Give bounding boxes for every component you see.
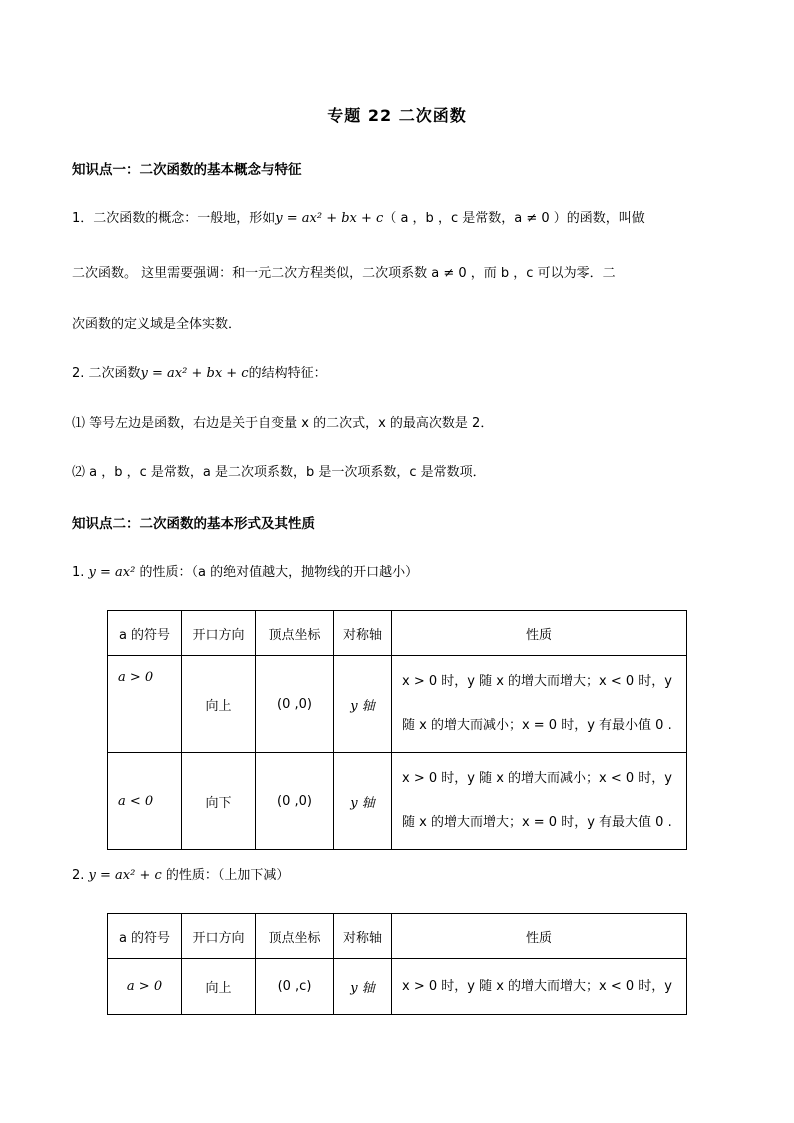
- quadratic-formula-2: y = ax² + bx + c: [140, 366, 249, 381]
- definition-line2: 二次函数。 这里需要强调：和一元二次方程类似，二次项系数 a ≠ 0 ，而 b ，c 可以为零．二: [72, 266, 616, 281]
- form1-line: [72, 561, 418, 580]
- vertex-cell: (0 ,0): [256, 753, 334, 850]
- structure-line: [72, 362, 327, 381]
- property-line: x > 0 时，y 随 x 的增大而减小；x < 0 时，y: [402, 771, 672, 786]
- form2-formula: y = ax² + c: [88, 868, 162, 883]
- form1-number: 1.: [72, 565, 85, 580]
- structure-text-a: 2. 二次函数: [72, 366, 141, 381]
- sign-cell: a > 0: [108, 959, 182, 1015]
- property-cell: [392, 959, 687, 1015]
- axis-cell: y 轴: [334, 753, 392, 850]
- header-cell: 顶点坐标: [256, 611, 334, 656]
- structure-text-b: 的结构特征：: [248, 366, 327, 381]
- form1-formula: y = ax²: [88, 565, 136, 580]
- table-header-row: [108, 914, 687, 959]
- header-cell: 性质: [392, 611, 687, 656]
- properties-table-1: [107, 610, 687, 850]
- definition-line3: 次函数的定义域是全体实数．: [72, 317, 242, 332]
- table-row: [108, 656, 687, 753]
- form1-text: 的性质：（a 的绝对值越大，抛物线的开口越小）: [139, 565, 419, 580]
- header-cell: 开口方向: [182, 914, 256, 959]
- table-header-row: [108, 611, 687, 656]
- header-cell: 性质: [392, 914, 687, 959]
- vertex-cell: (0 ,c): [256, 959, 334, 1015]
- property-cell: [392, 656, 687, 753]
- definition-line1: [72, 207, 645, 226]
- section1-heading: 知识点一：二次函数的基本概念与特征: [72, 162, 302, 178]
- page-title: 专题 22 二次函数: [327, 106, 467, 125]
- sign-cell: a > 0: [108, 656, 182, 753]
- header-cell: a 的符号: [108, 611, 182, 656]
- properties-table-2: [107, 913, 687, 1015]
- definition-text-b: （ a ，b ，c 是常数，a ≠ 0 ）的函数，叫做: [383, 211, 645, 226]
- property-line: 随 x 的增大而减小；x = 0 时，y 有最小值 0 .: [402, 718, 672, 733]
- direction-cell: 向上: [182, 959, 256, 1015]
- structure-point-1: ⑴ 等号左边是函数，右边是关于自变量 x 的二次式，x 的最高次数是 2．: [72, 416, 494, 431]
- table-row: [108, 959, 687, 1015]
- header-cell: a 的符号: [108, 914, 182, 959]
- header-cell: 对称轴: [334, 914, 392, 959]
- property-line: x > 0 时，y 随 x 的增大而增大；x < 0 时，y: [402, 674, 672, 689]
- header-cell: 对称轴: [334, 611, 392, 656]
- sign-cell: a < 0: [108, 753, 182, 850]
- form2-text: 的性质：（上加下减）: [165, 868, 290, 883]
- axis-cell: y 轴: [334, 656, 392, 753]
- vertex-cell: (0 ,0): [256, 656, 334, 753]
- form2-line: [72, 864, 289, 883]
- section2-heading: 知识点二：二次函数的基本形式及其性质: [72, 516, 315, 532]
- axis-cell: y 轴: [334, 959, 392, 1015]
- property-line: x > 0 时，y 随 x 的增大而增大；x < 0 时，y: [402, 978, 672, 994]
- header-cell: 开口方向: [182, 611, 256, 656]
- direction-cell: 向上: [182, 656, 256, 753]
- form2-number: 2.: [72, 868, 85, 883]
- definition-text-a: 1．二次函数的概念：一般地，形如: [72, 211, 276, 226]
- direction-cell: 向下: [182, 753, 256, 850]
- property-cell: [392, 753, 687, 850]
- structure-point-2: ⑵ a ，b ，c 是常数，a 是二次项系数，b 是一次项系数，c 是常数项．: [72, 465, 486, 480]
- table-row: [108, 753, 687, 850]
- property-line: 随 x 的增大而增大；x = 0 时，y 有最大值 0 .: [402, 815, 672, 830]
- quadratic-formula: y = ax² + bx + c: [275, 211, 384, 226]
- header-cell: 顶点坐标: [256, 914, 334, 959]
